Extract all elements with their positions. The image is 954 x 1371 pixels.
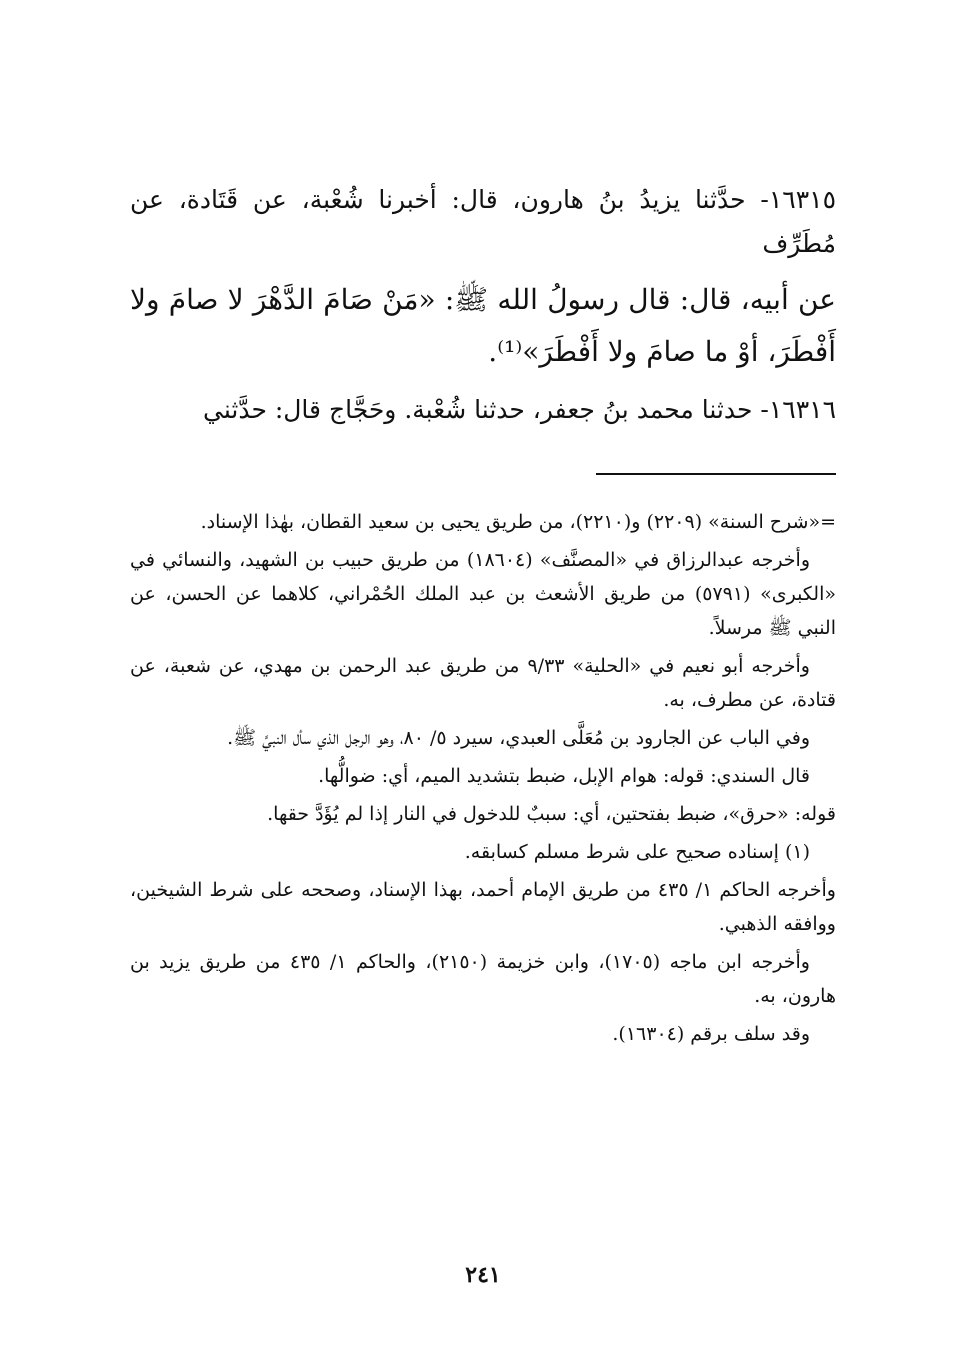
- footnote-paragraph: وأخرجه عبدالرزاق في «المصنَّف» (١٨٦٠٤) من طريق حبيب بن الشهيد، والنسائي في «الكبرى» (٥٧٩١) من طريق الأشعث بن عبد الملك الحُمْراني، كلاهما عن الحسن، عن النبي ﷺ مرسلاً.: [130, 549, 836, 639]
- footnote-paragraph: وأخرجه أبو نعيم في «الحلية» ٩/٣٣ من طريق عبد الرحمن بن مهدي، عن شعبة، عن قتادة، عن مطرف، به.: [130, 655, 836, 711]
- footnote-paragraph: وأخرجه الحاكم ١/ ٤٣٥ من طريق الإمام أحمد، بهذا الإسناد، وصححه على شرط الشيخين، ووافقه الذهبي.: [130, 879, 836, 935]
- hadith-16315-matn: عن أبيه، قال: قال رسولُ الله ﷺ: «مَنْ صَامَ الدَّهْرَ لا صامَ ولا أَفْطَرَ، أوْ ما صامَ ولا أَفْطَرَ»⁽¹⁾.: [130, 283, 836, 368]
- footnote-1: (١) إسناده صحيح على شرط مسلم كسابقه.: [464, 841, 810, 863]
- footnote-separator: [596, 473, 836, 475]
- footnote-paragraph: قال السندي: قوله: هوام الإبل، ضبط بتشديد الميم، أي: ضوالُّها.: [318, 765, 810, 787]
- main-text: [130, 178, 836, 432]
- book-page: [130, 0, 836, 1371]
- footnotes: [130, 505, 836, 1055]
- footnote-paragraph: وقد سلف برقم (١٦٣٠٤).: [612, 1023, 810, 1045]
- hadith-16316-isnad: ١٦٣١٦- حدثنا محمد بنُ جعفر، حدثنا شُعْبة. وحَجَّاج قال: حدَّثني: [202, 395, 836, 424]
- footnote-paragraph: وأخرجه ابن ماجه (١٧٠٥)، وابن خزيمة (٢١٥٠)، والحاكم ١/ ٤٣٥ من طريق يزيد بن هارون، به.: [130, 951, 836, 1007]
- footnote-paragraph: وفي الباب عن الجارود بن مُعَلَّى العبدي، سيرد ٥/ ٨٠، وهو الرجل الذي سأل النبيَّ ﷺ.: [227, 727, 810, 749]
- hadith-16315-isnad: ١٦٣١٥- حدَّثنا يزيدُ بنُ هارون، قال: أخبرنا شُعْبة، عن قَتَادة، عن مُطَرِّف: [130, 185, 836, 258]
- footnote-paragraph: قوله: «حرق»، ضبط بفتحتين، أي: سببٌ للدخول في النار إذا لم يُؤَدَّ حقها.: [267, 803, 836, 825]
- page-number: ٢٤١: [465, 1262, 501, 1288]
- footnote-paragraph: =«شرح السنة» (٢٢٠٩) و(٢٢١٠)، من طريق يحيى بن سعيد القطان، بهٰذا الإسناد.: [200, 511, 836, 533]
